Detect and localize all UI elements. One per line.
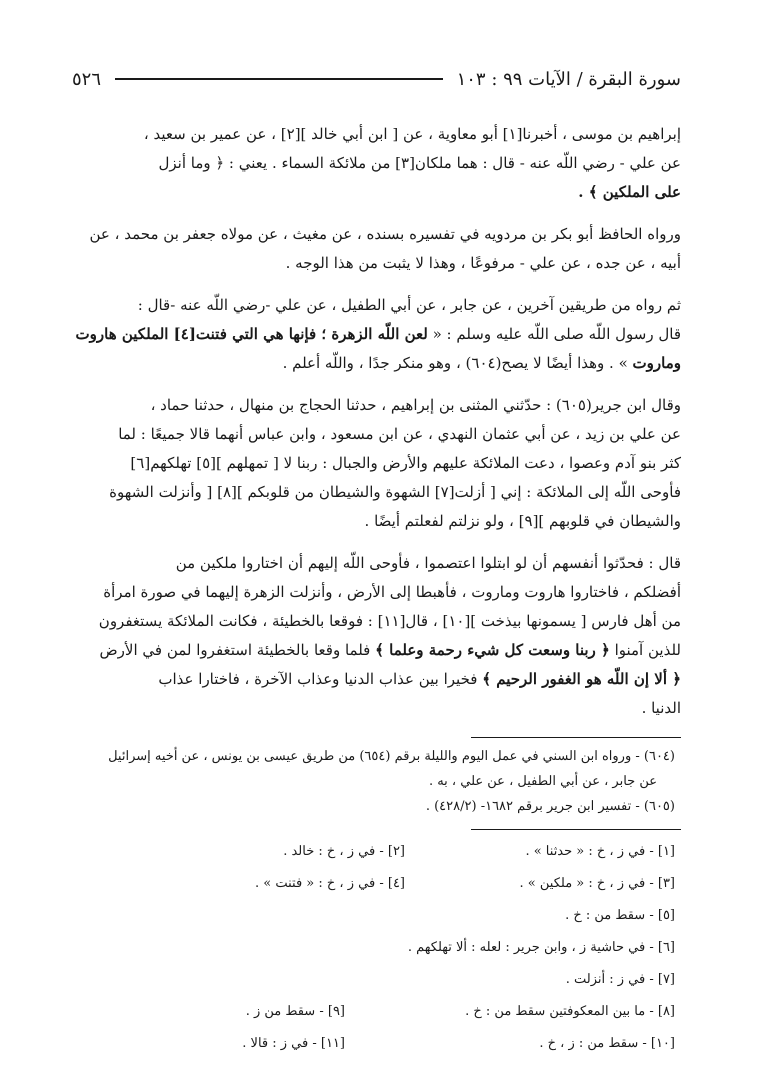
- paragraph-5: [72, 549, 681, 723]
- variant-note: [٧] - في ز : أنزلت .: [565, 972, 675, 987]
- quran-verse: ﴿ ربنا وسعت كل شيء رحمة وعلما ﴾: [375, 641, 610, 659]
- hadith-quote: وماروت: [632, 354, 681, 372]
- text-line: عن علي بن زيد ، عن أبي عثمان النهدي ، عن ابن مسعود ، وابن عباس أنهما قالا جميعًا : لما: [118, 425, 681, 443]
- variant-note: [١٠] - سقط من : ز ، خ .: [539, 1036, 675, 1051]
- text-line: [72, 665, 681, 694]
- variant-note: [٨] - ما بين المعكوفتين سقط من : خ .: [465, 1004, 675, 1019]
- text-segment: قال رسول اللّه صلى اللّه عليه وسلم : «: [427, 325, 681, 343]
- footnote-604: (٦٠٤) - ورواه ابن السني في عمل اليوم والليلة برقم (٦٥٤) من طريق عيسى بن يونس ، عن أخيه إسرائيل: [108, 749, 675, 764]
- variant-note: [١] - في ز ، خ : « حدثنا » .: [525, 844, 675, 859]
- running-title: سورة البقرة / الآيات ٩٩ : ١٠٣: [456, 68, 681, 90]
- footnote-604-cont: عن جابر ، عن أبي الطفيل ، عن علي ، به .: [428, 774, 657, 789]
- text-line: على الملكين ﴾ .: [578, 183, 681, 201]
- paragraph-3: [72, 291, 681, 378]
- variant-note: [٤] - في ز ، خ : « فتنت » .: [254, 876, 405, 891]
- text-line: [72, 320, 681, 349]
- text-line: ثم رواه من طريقين آخرين ، عن جابر ، عن أبي الطفيل ، عن علي -رضي اللّه عنه -قال :: [137, 296, 681, 314]
- manuscript-variants: [72, 836, 681, 1060]
- text-line: أفضلكم ، فاختاروا هاروت وماروت ، فأهبطا إلى الأرض ، وأنزلت الزهرة إليهما في صورة امرأة: [103, 583, 681, 601]
- page-number: ٥٢٦: [72, 68, 102, 90]
- variant-note: [١١] - في ز : قالا .: [242, 1036, 345, 1051]
- footnote-rule: [471, 737, 681, 738]
- variants-rule: [471, 829, 681, 830]
- paragraph-2: [72, 220, 681, 278]
- variant-row: [72, 964, 675, 996]
- variant-row: [72, 900, 675, 932]
- variant-note: [٢] - في ز ، خ : خالد .: [283, 844, 405, 859]
- text-line: قال : فحدّثوا أنفسهم أن لو ابتلوا اعتصموا ، فأوحى اللّه إليهم أن اختاروا ملكين من: [175, 554, 681, 572]
- header-rule: [115, 78, 443, 80]
- variant-note: [٦] - في حاشية ز ، وابن جرير : لعله : ألا تهلكهم .: [407, 940, 675, 955]
- footnote-605: (٦٠٥) - تفسير ابن جرير برقم ١٦٨٢- (٤٢٨/٢) .: [425, 799, 675, 814]
- variant-row: [72, 868, 675, 900]
- text-segment: » . وهذا أيضًا لا يصح(٦٠٤) ، وهو منكر جدًا ، واللّه أعلم .: [282, 354, 633, 372]
- text-line: أبيه ، عن جده ، عن علي - مرفوعًا ، وهذا لا يثبت من هذا الوجه .: [285, 254, 681, 272]
- text-line: من أهل فارس [ يسمونها بيذخت ][١٠] ، قال[١١] : فوقعا بالخطيئة ، فكانت الملائكة يستغفرون: [98, 612, 681, 630]
- variant-row: [72, 996, 675, 1028]
- page-header: [72, 68, 681, 90]
- main-text: [72, 120, 681, 723]
- text-segment: فلما وقعا بالخطيئة استغفروا لمن في الأرض: [99, 641, 376, 659]
- quran-verse: ﴿ ألا إن اللّه هو الغفور الرحيم ﴾: [482, 670, 681, 688]
- variant-row: [72, 1028, 675, 1060]
- variant-note: [٣] - في ز ، خ : « ملكين » .: [519, 876, 675, 891]
- text-line: فأوحى اللّه إلى الملائكة : إني [ أزلت[٧] الشهوة والشيطان من قلوبكم ][٨] [ وأنزلت الشهوة: [109, 483, 681, 501]
- text-line: والشيطان في قلوبهم ][٩] ، ولو نزلتم لفعلتم أيضًا .: [364, 512, 681, 530]
- text-line: كثر بنو آدم وعصوا ، دعت الملائكة عليهم والأرض والجبال : ربنا لا [ تمهلهم ][٥] تهلكهم[٦]: [130, 454, 681, 472]
- paragraph-4: [72, 391, 681, 536]
- text-line: ورواه الحافظ أبو بكر بن مردويه في تفسيره بسنده ، عن مغيث ، عن مولاه جعفر بن محمد ، عن: [89, 225, 681, 243]
- text-segment: فخيرا بين عذاب الدنيا وعذاب الآخرة ، فاختارا عذاب: [158, 670, 483, 688]
- text-line: [72, 636, 681, 665]
- numbered-footnotes: [72, 744, 681, 819]
- variant-note: [٥] - سقط من : خ .: [565, 908, 675, 923]
- variant-note: [٩] - سقط من ز .: [245, 1004, 345, 1019]
- paragraph-1: [72, 120, 681, 207]
- variant-row: [72, 932, 675, 964]
- text-line: وقال ابن جرير(٦٠٥) : حدّثني المثنى بن إبراهيم ، حدثنا الحجاج بن منهال ، حدثنا حماد ،: [150, 396, 681, 414]
- hadith-quote: لعن اللّه الزهرة ؛ فإنها هي التي فتنت[٤] الملكين هاروت: [75, 325, 428, 343]
- text-line: إبراهيم بن موسى ، أخبرنا[١] أبو معاوية ، عن [ ابن أبي خالد ][٢] ، عن عمير بن سعيد ،: [143, 125, 681, 143]
- text-line: [72, 349, 681, 378]
- variant-row: [72, 836, 675, 868]
- text-line: الدنيا .: [641, 699, 681, 717]
- text-segment: للذين آمنوا: [609, 641, 681, 659]
- text-line: عن علي - رضي اللّه عنه - قال : هما ملكان[٣] من ملائكة السماء . يعني : ﴿ وما أنزل: [158, 154, 681, 172]
